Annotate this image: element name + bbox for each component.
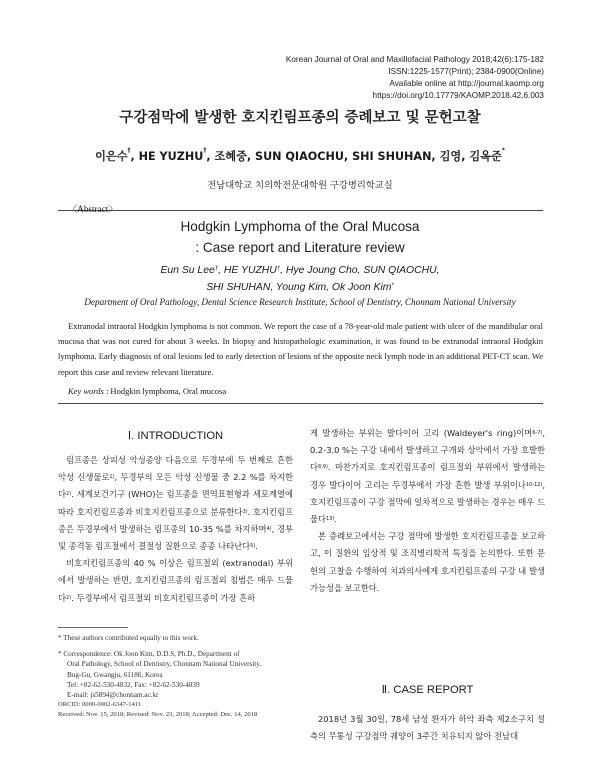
author-names: , 조혜중, SUN QIAOCHU, SHI SHUHAN, 김영, 김옥준: [206, 150, 502, 163]
paragraph: 본 증례보고에서는 구강 점막에 발생한 호지킨림프종을 보고하고, 이 질환의 임상적 및 조직병리학적 특징을 논의한다. 또한 문헌의 고찰을 수행하여 치과의사에게 호지킨림프종의 구강 내 발생 가능성을 보고한다.: [310, 531, 545, 593]
footnote-rule: [58, 627, 128, 628]
orcid: ORCID: 0000-0002-6347-1411: [58, 701, 142, 709]
citation-ref[interactable]: 10-12): [525, 481, 543, 488]
english-affiliation: Department of Oral Pathology, Dental Science Research Institute, School of Dentistry, Chonnam National University: [84, 297, 516, 307]
footnotes: [58, 633, 298, 721]
section-heading-introduction: Ⅰ. INTRODUCTION: [127, 430, 224, 442]
corresponding-mark: *: [501, 147, 505, 154]
paragraph: 게 발생하는 부위는 발다이어 고리 (Waldeyer's ring)이며$^{6-7)}$, 0.2-3.0 %는 구강 내에서 발생하고 구개와 상악에서 가장 호발한다$^{8,9)}$. 마찬가지로 호지킨림프종이 림프절외 부위에서 발생하는 경우 발다이어 고리는 두경부에서 가장 흔한 발생 부위이나$^{10-12)}$, 호지킨림프종이 구강 점막에 일차적으로 발생하는 경우는 매우 드물다$^{13)}$.: [310, 428, 545, 525]
english-title-line1: Hodgkin Lymphoma of the Oral Mucosa: [180, 219, 420, 234]
korean-authors: [0, 148, 600, 164]
keywords-text: : Hodgkin lymphoma, Oral mucosa: [103, 386, 227, 396]
corresponding-mark: *: [391, 283, 394, 289]
author-name: Eun Su Lee: [160, 265, 215, 276]
journal-header: [286, 54, 544, 102]
author-name: , HE YUZHU: [218, 265, 277, 276]
contact-numbers: Tel: +82-62-530-4832, Fax: +82-62-530-4839: [67, 680, 200, 689]
paragraph: 2018년 3월 30일, 78세 남성 환자가 하악 좌측 제2소구치 설측의 무통성 구강점막 궤양이 3주간 치유되지 않아 전남대: [310, 714, 545, 742]
received-dates: Received: Nov. 15, 2018; Revised: Nov. 23, 2018; Accepted: Dec. 14, 2018: [58, 711, 258, 719]
keywords-label: Key words: [68, 386, 104, 396]
paragraph: 비호지킨림프종의 40 % 이상은 림프절외 (extranodal) 부위에서 발생하는 반면, 호지킨림프종의 림프절외 침범은 매우 드물다$^{2)}$. 두경부에서 림프절외 비호지킨림프종이 가장 흔하: [58, 558, 293, 603]
citation-ref[interactable]: 8,9): [318, 464, 328, 471]
english-title: [0, 216, 600, 258]
korean-title: 구강점막에 발생한 호지킨림프종의 증례보고 및 문헌고찰: [119, 110, 481, 126]
author-names: , Hye Joung Cho, SUN QIAOCHU,: [280, 265, 440, 276]
abstract-text: Extranodal intraoral Hodgkin lymphoma is not common. We report the case of a 78-year-old male patient with ulcer of the mandibular oral mucosa that was not cured for about 3 weeks. In biopsy and histopathologic examination, it was found to be extranodal intraoral Hodgkin lymphoma. Early diagnosis of oral lesions led to early detection of lesions of the opposite neck lymph node in an additional PET-CT scan. We report this case and review relevant literature.: [58, 321, 543, 377]
section-heading-case-report: Ⅱ. CASE REPORT: [381, 684, 474, 696]
dagger-mark: †: [276, 266, 281, 272]
author-name: 이은수: [95, 150, 128, 163]
case-report-body: [310, 711, 545, 745]
citation-ref[interactable]: 13): [326, 516, 335, 523]
keywords: [68, 386, 226, 396]
equal-contribution-note: * These authors contributed equally to this work.: [58, 634, 199, 642]
dagger-mark: †: [127, 147, 131, 154]
dagger-mark: †: [214, 266, 219, 272]
abstract-label: 〈Abstract〉: [68, 204, 118, 214]
citation-ref[interactable]: 2): [66, 491, 72, 498]
journal-url[interactable]: Available online at http://journal.kaomp.org: [389, 79, 544, 88]
citation-ref[interactable]: 2): [66, 594, 72, 601]
english-authors-line1: [0, 262, 600, 279]
dagger-mark: †: [203, 147, 207, 154]
author-name: , HE YUZHU: [130, 150, 204, 163]
citation-ref[interactable]: 1): [109, 474, 115, 481]
journal-issn: ISSN:1225-1577(Print); 2384-0900(Online): [388, 67, 544, 76]
correspondence-line: Oral Pathology, School of Dentistry, Chonnam National University,: [67, 660, 262, 669]
left-column-body: [58, 452, 293, 607]
english-title-line2: : Case report and Literature review: [195, 240, 405, 255]
english-authors-line2: [0, 279, 600, 296]
english-authors: [0, 262, 600, 296]
citation-ref[interactable]: 4): [266, 525, 272, 532]
correspondence-note: * Correspondence: Ok Joon Kim, D.D.S, Ph.D., Department of: [58, 650, 240, 659]
citation-ref[interactable]: 6-7): [532, 430, 543, 436]
journal-citation: Korean Journal of Oral and Maxillofacial Pathology 2018;42(6):175-182: [285, 55, 544, 64]
citation-ref[interactable]: 3): [242, 508, 248, 515]
citation-ref[interactable]: 5): [250, 543, 256, 550]
email[interactable]: E-mail: js5894@chonnam.ac.kr: [67, 691, 159, 700]
correspondence-line: Bug-Gu, Gwangju, 61186, Korea: [67, 670, 163, 679]
abstract-top-rule: [58, 210, 543, 211]
author-names: SHI SHUHAN, Young Kim, Ok Joon Kim: [206, 282, 392, 293]
right-column-body: [310, 425, 545, 597]
paragraph: 림프종은 상피성 악성종양 다음으로 두경부에 두 번째로 흔한 악성 신생물로$^{1)}$, 두경부의 모든 악성 신생물 중 2.2 %를 차지한다$^{2)}$. 세계보건기구 (WHO)는 림프종을 면역표현형과 세포계열에 따라 호지킨림프종과 비호지킨림프종으로 분류한다$^{3)}$. 호지킨림프종은 두경부에서 발생하는 림프종의 10-35 %를 차지하며$^{4)}$, 경부 및 종격동 림프절에서 결절성 질환으로 종종 나타난다$^{5)}$.: [58, 455, 293, 552]
journal-doi[interactable]: https://doi.org/10.17779/KAOMP.2018.42.6.003: [372, 91, 544, 100]
korean-affiliation: 전남대학교 치의학전문대학원 구강병리학교실: [207, 180, 393, 191]
abstract-bottom-rule: [58, 403, 543, 404]
